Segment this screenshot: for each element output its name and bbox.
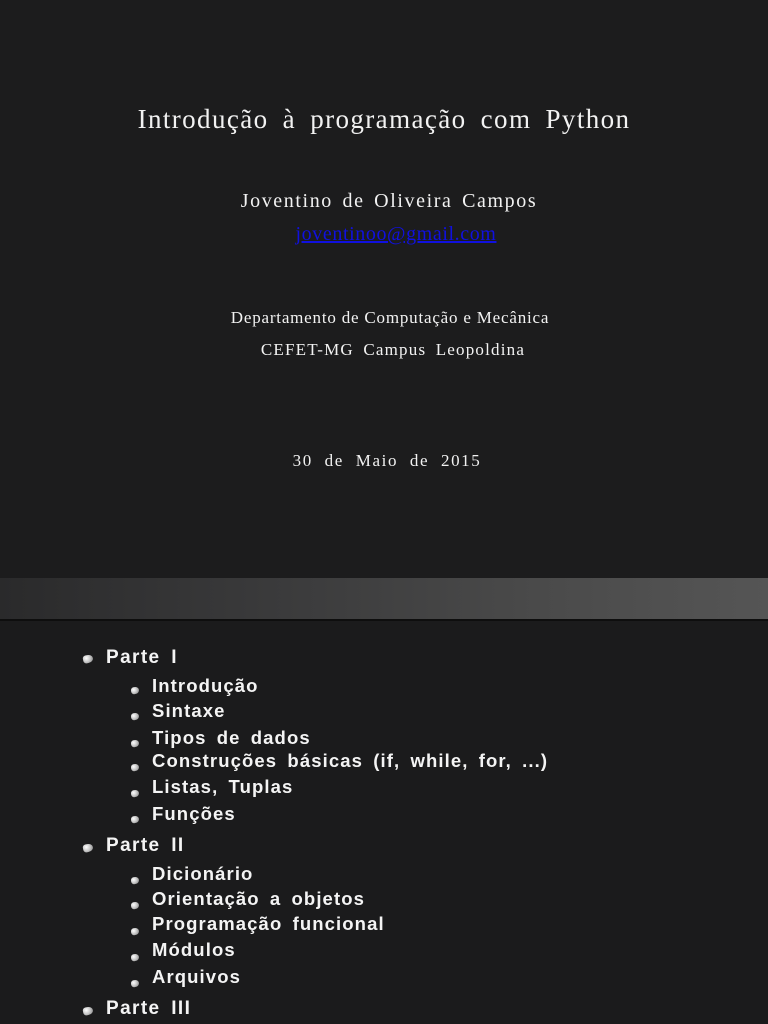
bullet-icon [130,901,139,910]
outline-topic: Sintaxe [152,700,226,721]
outline-topic: Arquivos [152,966,241,987]
bullet-icon [130,686,139,695]
outline-topic: Programação funcional [152,913,385,934]
outline-topic: Dicionário [152,863,254,884]
outline-topic: Construções básicas (if, while, for, ...) [152,750,549,771]
bullet-icon [130,739,139,748]
outline-part-2: Parte II [106,835,185,856]
slide-divider [0,578,768,620]
outline-topic: Módulos [152,939,236,960]
bullet-icon [82,843,93,853]
campus: CEFET-MG Campus Leopoldina [260,340,526,359]
bullet-icon [130,789,139,798]
bullet-icon [130,815,139,824]
email-link[interactable]: joventinoo@gmail.com [295,223,497,245]
outline-topic: Funções [152,803,236,824]
presentation-date: 30 de Maio de 2015 [292,451,482,470]
outline-slide [0,621,768,1024]
outline-topic: Introdução [152,675,259,696]
bullet-icon [130,927,139,936]
bullet-icon [130,979,139,988]
bullet-icon [130,876,139,885]
outline-topic: Tipos de dados [152,727,311,748]
outline-part-3: Parte III [106,998,192,1019]
author-name: Joventino de Oliveira Campos [240,190,538,212]
bullet-icon [130,953,139,962]
bullet-icon [82,654,93,664]
outline-topic: Orientação a objetos [152,888,365,909]
department: Departamento de Computação e Mecânica [230,308,550,327]
bullet-icon [130,763,139,772]
slide-title: Introdução à programação com Python [137,104,631,134]
bullet-icon [82,1006,93,1016]
author-email[interactable] [0,223,768,246]
bullet-icon [130,712,139,721]
outline-part-1: Parte I [106,647,178,668]
outline-topic: Listas, Tuplas [152,776,294,797]
